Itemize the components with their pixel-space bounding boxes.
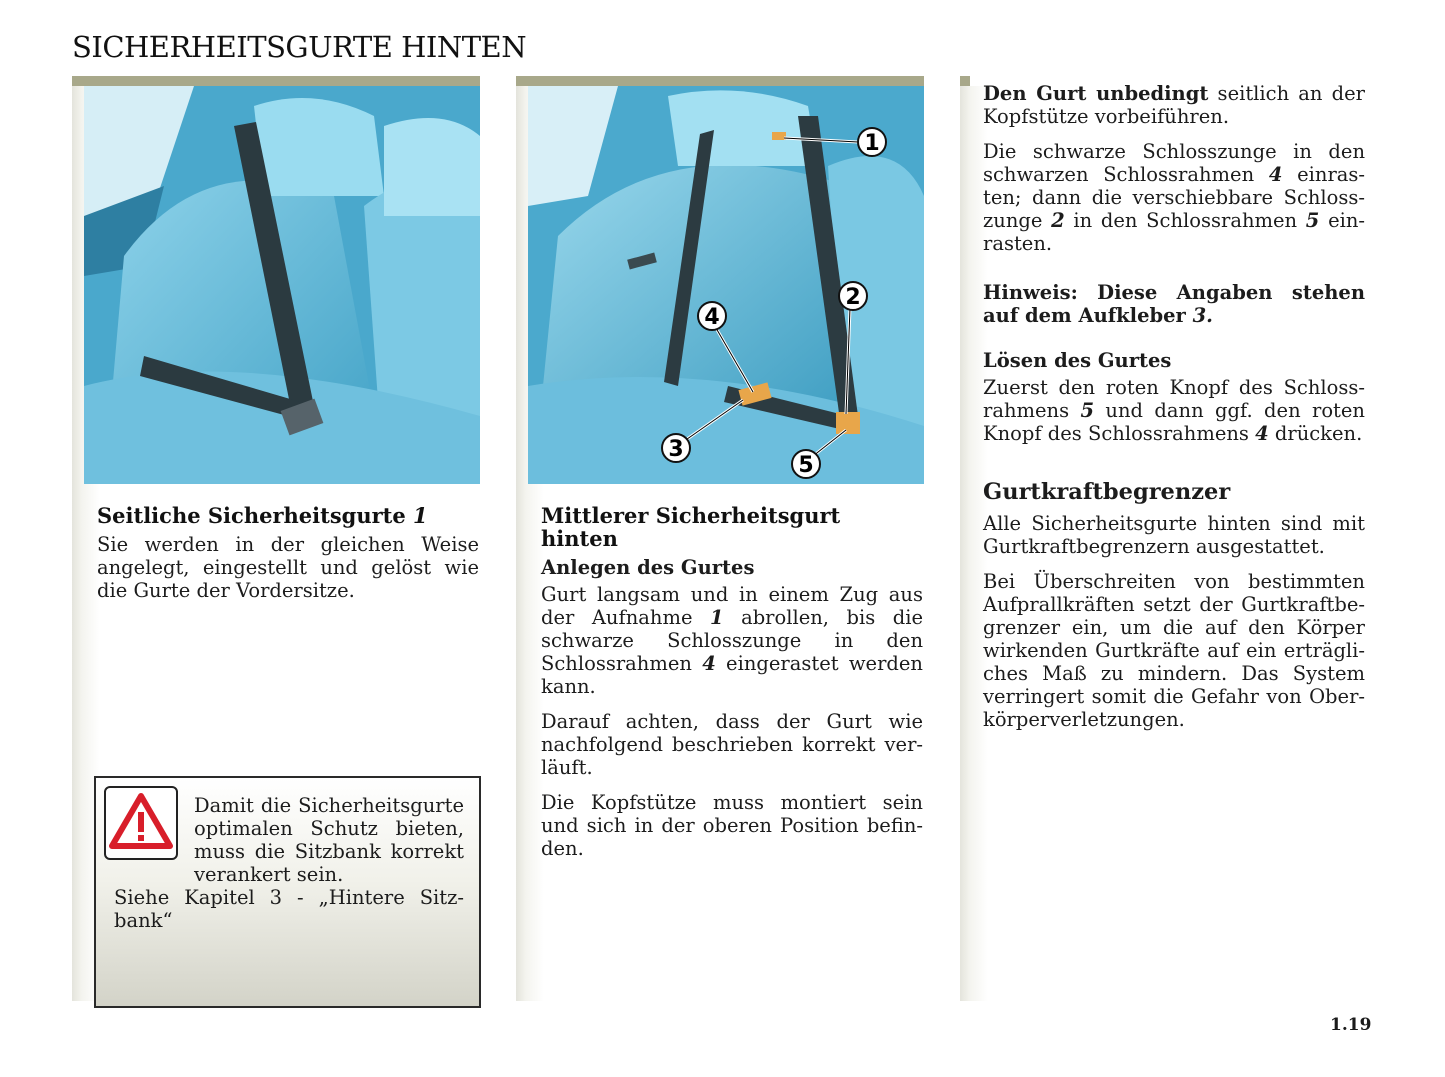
page-number: 1.19	[1330, 1015, 1372, 1035]
callout-2	[839, 282, 867, 310]
limiter-paragraph-2: Bei Überschreiten von bestimmten Aufprallkräften setzt der Gurtkraftbe-grenzer ein, um die auf den Körper wirkenden Gurtkräfte auf ein erträgli-ches Maß zu mindern. Das System verringert somit die Gefahr von Ober-körperverletzungen.	[983, 570, 1365, 731]
callout-4	[698, 302, 726, 330]
svg-text:1: 1	[864, 131, 880, 156]
sticker-note: Hinweis: Diese Angaben stehen auf dem Aufkleber 3.	[983, 281, 1365, 327]
column1-top-bar	[72, 76, 480, 86]
release-paragraph: Zuerst den roten Knopf des Schloss-rahmens 5 und dann ggf. den roten Knopf des Schlossrahmens 4 drücken.	[983, 376, 1365, 445]
belt-routing-paragraph: Den Gurt unbedingt seitlich an der Kopfstütze vorbeiführen.	[983, 82, 1365, 128]
middle-seatbelt-photo	[528, 86, 924, 484]
buckle-paragraph: Die schwarze Schlosszunge in den schwarzen Schlossrahmen 4 einras-ten; dann die verschiebbare Schloss-zunge 2 in den Schlossrahmen 5 ein-rasten.	[983, 140, 1366, 255]
column3-top-bar	[960, 76, 970, 86]
callout-5	[792, 450, 820, 478]
fastening-paragraph-2: Darauf achten, dass der Gurt wie nachfolgend beschrieben korrekt ver-läuft.	[541, 710, 923, 779]
fastening-subheading: Anlegen des Gurtes	[541, 556, 755, 579]
side-seatbelts-body: Sie werden in der gleichen Weise angelegt, eingestellt und gelöst wie die Gurte der Vordersitze.	[97, 533, 479, 602]
limiter-heading: Gurtkraftbegrenzer	[983, 479, 1231, 505]
column2-top-bar	[516, 76, 924, 86]
fastening-paragraph-1: Gurt langsam und in einem Zug aus der Aufnahme 1 abrollen, bis die schwarze Schlosszunge in den Schlossrahmen 4 eingerastet werden kann.	[541, 583, 923, 698]
warning-reference: Siehe Kapitel 3 - „Hintere Sitz-bank“	[114, 886, 464, 932]
column1-text	[97, 504, 479, 614]
warning-text: Damit die Sicherheitsgurte optimalen Schutz bieten, muss die Sitzbank korrekt verankert sein.	[194, 794, 464, 886]
column3-text	[983, 82, 1365, 743]
release-heading: Lösen des Gurtes	[983, 349, 1172, 372]
svg-text:5: 5	[798, 453, 814, 478]
warning-triangle-icon	[104, 786, 178, 860]
middle-seatbelt-heading: Mittlerer Sicherheitsgurt hinten	[541, 503, 841, 551]
fastening-paragraph-3: Die Kopfstütze muss montiert sein und sich in der oberen Position befin-den.	[541, 791, 923, 860]
svg-text:2: 2	[845, 285, 861, 310]
limiter-paragraph-1: Alle Sicherheitsgurte hinten sind mit Gurtkraftbegrenzern ausgestattet.	[983, 512, 1365, 558]
side-seatbelts-heading: Seitliche Sicherheitsgurte 1	[97, 503, 428, 528]
callout-3	[662, 434, 690, 462]
side-seatbelt-photo	[84, 86, 480, 484]
column2-text	[541, 504, 923, 872]
page-title: SICHERHEITSGURTE HINTEN	[72, 30, 527, 64]
svg-text:3: 3	[668, 437, 684, 462]
callout-1	[858, 128, 886, 156]
warning-box	[94, 776, 481, 1008]
svg-text:4: 4	[704, 305, 720, 330]
